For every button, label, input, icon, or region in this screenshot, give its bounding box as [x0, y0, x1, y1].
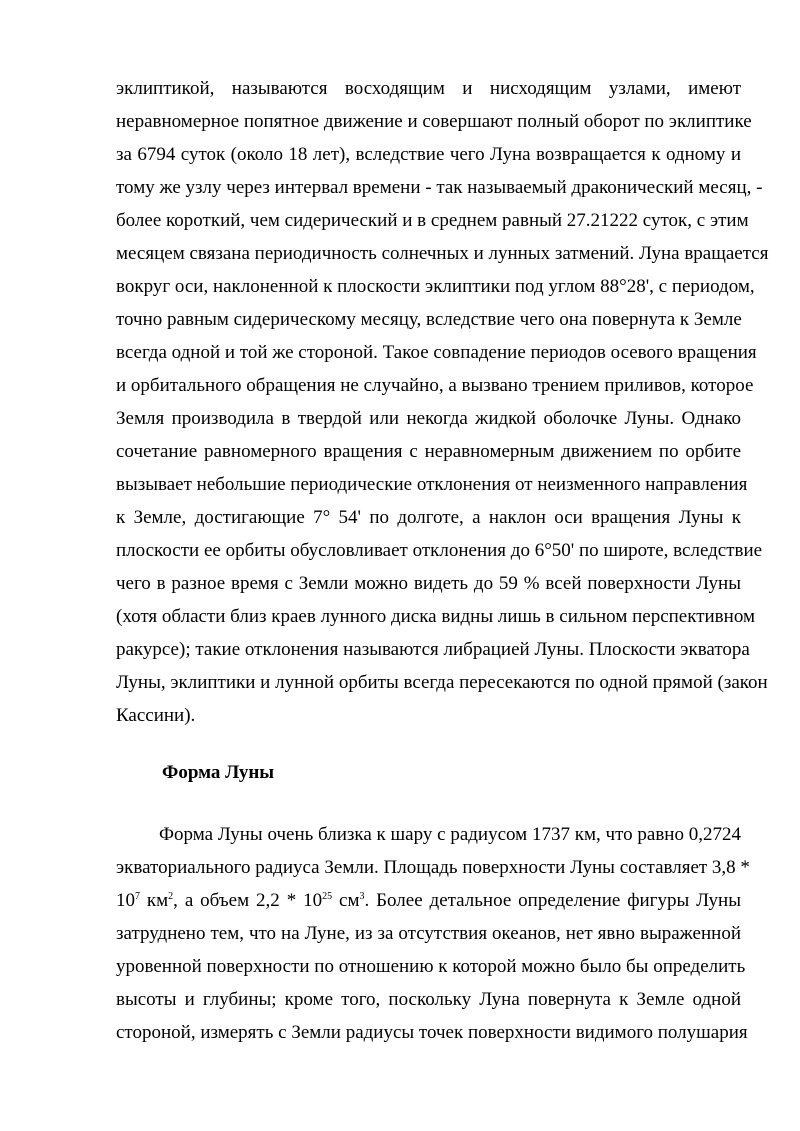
text-line: высоты и глубины; кроме того, поскольку Луна повернута к Земле одной: [116, 989, 741, 1010]
text-line: ракурсе); такие отклонения называются либрацией Луны. Плоскости экватора: [116, 639, 750, 660]
text-fragment: см: [332, 890, 360, 911]
text-fragment: . Более детальное определение фигуры Луны: [364, 890, 741, 911]
text-line-with-superscripts: [116, 884, 741, 917]
text-line: сочетание равномерного вращения с неравномерным движением по орбите: [116, 441, 741, 462]
text-fragment: 10: [116, 890, 135, 911]
text-line: экваториального радиуса Земли. Площадь поверхности Луны составляет 3,8 *: [116, 857, 750, 878]
text-line: Кассини).: [116, 705, 196, 726]
superscript: 7: [135, 891, 140, 902]
text-line: более короткий, чем сидерический и в среднем равный 27.21222 суток, с этим: [116, 210, 749, 231]
text-line: (хотя области близ краев лунного диска видны лишь в сильном перспективном: [116, 606, 755, 627]
text-line: всегда одной и той же стороной. Такое совпадение периодов осевого вращения: [116, 342, 757, 363]
text-line: чего в разное время с Земли можно видеть до 59 % всей поверхности Луны: [116, 573, 741, 594]
text-line: и орбитального обращения не случайно, а вызвано трением приливов, которое: [116, 375, 754, 396]
text-line: Земля производила в твердой или некогда жидкой оболочке Луны. Однако: [116, 408, 741, 429]
text-line: тому же узлу через интервал времени - так называемый драконический месяц, -: [116, 177, 763, 198]
superscript: 25: [322, 891, 333, 902]
superscript: 3: [359, 891, 365, 902]
text-line: уровенной поверхности по отношению к которой можно было бы определить: [116, 956, 746, 977]
text-line: затруднено тем, что на Луне, из за отсутствия океанов, нет явно выраженной: [116, 923, 741, 944]
section-heading: Форма Луны: [162, 762, 275, 783]
text-line: Форма Луны очень близка к шару с радиусом 1737 км, что равно 0,2724: [159, 824, 741, 845]
text-fragment: км: [140, 890, 169, 911]
text-line: вокруг оси, наклоненной к плоскости эклиптики под углом 88°28', с периодом,: [116, 276, 755, 297]
text-line: эклиптикой, называются восходящим и нисходящим узлами, имеют: [116, 78, 741, 99]
superscript: 2: [168, 891, 174, 902]
text-line: плоскости ее орбиты обусловливает отклонения до 6°50' по широте, вследствие: [116, 540, 763, 561]
text-line: стороной, измерять с Земли радиусы точек поверхности видимого полушария: [116, 1022, 748, 1043]
text-line: неравномерное попятное движение и совершают полный оборот по эклиптике: [116, 111, 752, 132]
text-line: месяцем связана периодичность солнечных и лунных затмений. Луна вращается: [116, 243, 769, 264]
text-line: за 6794 суток (около 18 лет), вследствие чего Луна возвращается к одному и: [116, 144, 741, 165]
text-line: точно равным сидерическому месяцу, вследствие чего она повернута к Земле: [116, 309, 742, 330]
text-fragment: , а объем 2,2 * 10: [173, 890, 323, 911]
text-line: вызывает небольшие периодические отклонения от неизменного направления: [116, 474, 748, 495]
text-line: к Земле, достигающие 7° 54' по долготе, а наклон оси вращения Луны к: [116, 507, 741, 528]
text-line: Луны, эклиптики и лунной орбиты всегда пересекаются по одной прямой (закон: [116, 672, 768, 693]
